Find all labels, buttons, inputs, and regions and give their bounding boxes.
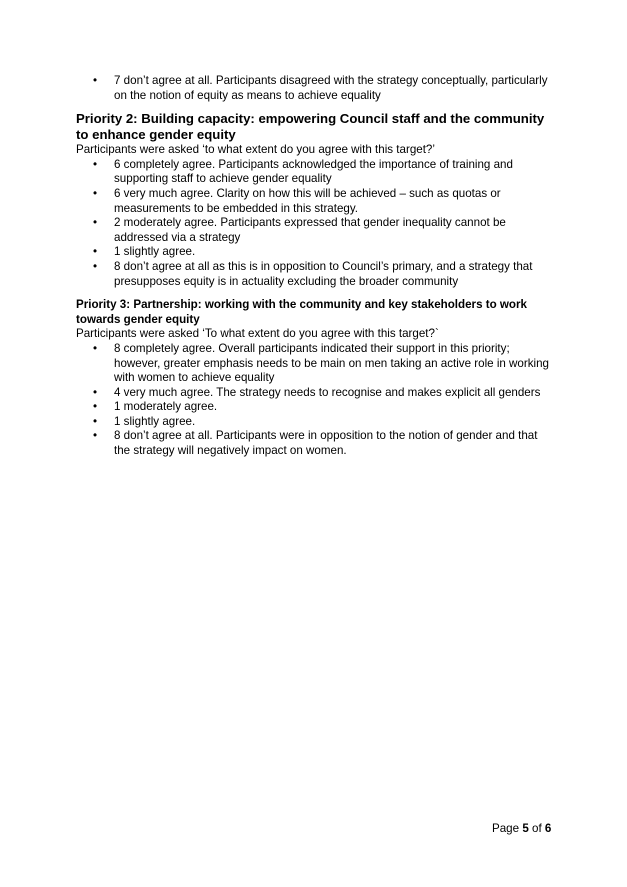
list-item: • 6 very much agree. Clarity on how this will be achieved – such as quotas or measurements to be embedded in this strategy. bbox=[76, 187, 556, 216]
page-word: Page bbox=[492, 822, 520, 835]
list-item: • 1 slightly agree. bbox=[76, 415, 556, 430]
priority3-heading: Priority 3: Partnership: working with the community and key stakeholders to work towards gender equity bbox=[76, 298, 527, 326]
list-item: • 4 very much agree. The strategy needs to recognise and makes explicit all genders bbox=[76, 386, 556, 401]
list-item: • 1 moderately agree. bbox=[76, 400, 556, 415]
priority3-intro: Participants were asked ‘To what extent do you agree with this target?` bbox=[76, 327, 439, 341]
list-item: • 8 completely agree. Overall participants indicated their support in this priority; however, greater emphasis needs to be main on men taking an active role in working with women to achieve equality bbox=[76, 342, 556, 386]
list-item: • 8 don’t agree at all. Participants were in opposition to the notion of gender and that the strategy will negatively impact on women. bbox=[76, 429, 556, 458]
priority2-heading: Priority 2: Building capacity: empowering Council staff and the community to enhance gender equity bbox=[76, 111, 545, 143]
list-item: • 6 completely agree. Participants acknowledged the importance of training and supporting staff to achieve gender equality bbox=[76, 158, 556, 187]
page-total: 6 bbox=[544, 822, 552, 835]
priority2-intro: Participants were asked ‘to what extent do you agree with this target?’ bbox=[76, 143, 435, 157]
page-content bbox=[76, 74, 556, 459]
list-item: • 1 slightly agree. bbox=[76, 245, 556, 260]
of-word: of bbox=[532, 822, 542, 835]
priority3-list bbox=[76, 342, 556, 459]
top-bullet-list bbox=[76, 74, 556, 103]
list-item: • 7 don’t agree at all. Participants disagreed with the strategy conceptually, particularly on the notion of equity as means to achieve equality bbox=[76, 74, 556, 103]
list-item: • 2 moderately agree. Participants expressed that gender inequality cannot be addressed via a strategy bbox=[76, 216, 556, 245]
priority2-list bbox=[76, 158, 556, 289]
list-item: • 8 don’t agree at all as this is in opposition to Council’s primary, and a strategy that presupposes equity is in actuality excluding the broader community bbox=[76, 260, 556, 289]
page-footer bbox=[492, 822, 551, 836]
page-number: 5 bbox=[522, 822, 529, 835]
